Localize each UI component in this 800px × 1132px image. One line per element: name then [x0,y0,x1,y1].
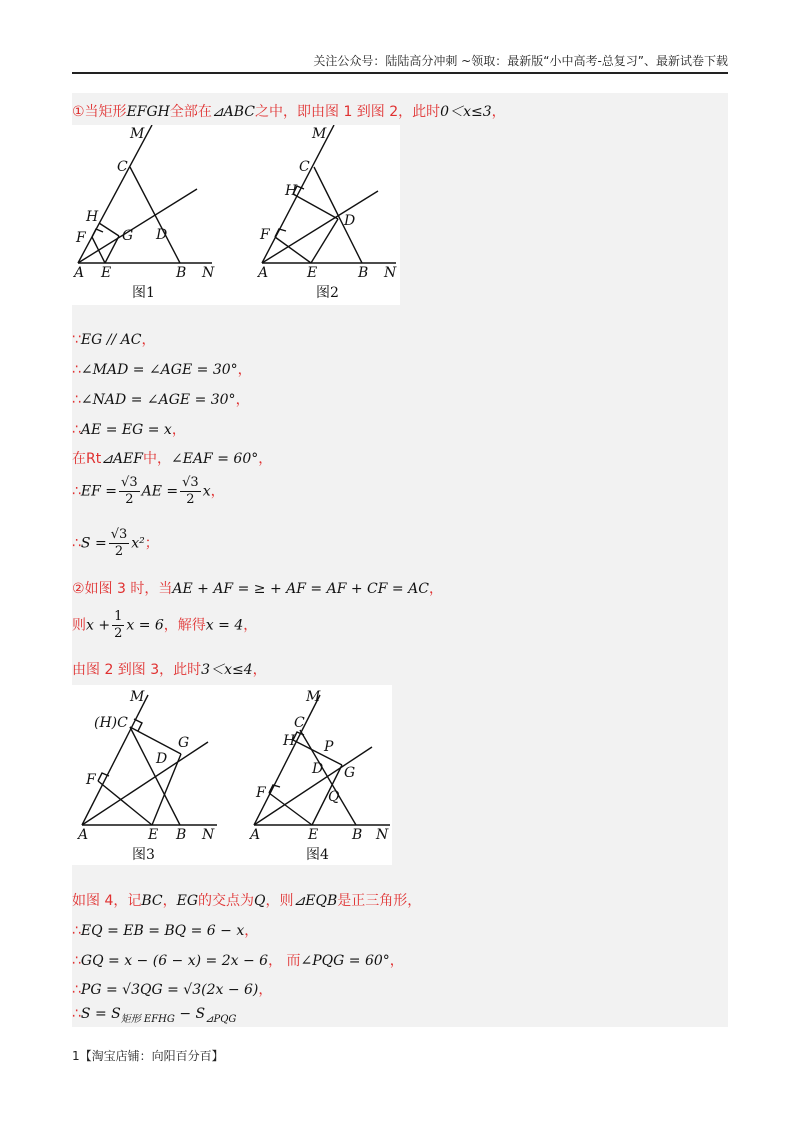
label-D: D [344,213,356,229]
label-A: A [78,827,89,843]
label-N: N [202,265,215,281]
label-Q: Q [328,789,340,805]
label-HC: (H)C [94,715,128,731]
line-2 [72,329,155,349]
text: ①当矩形 [72,104,127,120]
text: ∴ [72,362,81,378]
text: ∴ [72,535,81,552]
math: ∠EAF = 60° [171,451,259,467]
line-15 [72,979,272,999]
text: 的交点为 [198,893,255,909]
math: x = 6 [126,617,164,634]
math: ∠MAD = ∠AGE = 30° [80,362,238,378]
text: ∴ [72,1006,81,1022]
text: ， [235,392,250,408]
page-footer [72,1047,224,1064]
line-1 [72,101,506,121]
label-D: D [156,227,168,243]
label-D: D [156,751,168,767]
text: ，则 [265,893,294,909]
label-F: F [256,785,266,801]
line-9 [72,578,443,598]
label-M: M [130,689,145,705]
fraction: $\frac{√3}{2}$ [121,475,138,507]
solution-content [72,93,728,1027]
text: ∴ [72,392,81,408]
math: x² [131,535,145,552]
label-E: E [307,265,318,281]
text: ∵ [72,332,81,348]
math: PG = √3QG = √3(2x − 6) [80,982,259,998]
text: 之中，即由图 1 到图 2，此时 [255,104,441,120]
figure-3-4 [72,685,392,865]
math: EG [176,893,199,909]
line-16 [72,1006,236,1025]
label-A: A [258,265,269,281]
text: ∴ [72,923,81,939]
caption-fig3: 图3 [132,847,155,863]
math: Q [254,893,266,909]
text: ， [244,923,259,939]
line-12 [72,890,421,910]
caption-fig4: 图4 [306,847,329,863]
line-6 [72,448,272,468]
label-F: F [260,227,270,243]
text: ， [389,953,404,969]
math: EQ = EB = BQ = 6 − x [80,923,245,939]
label-N: N [376,827,389,843]
math: x + [86,617,111,634]
text: ， [491,104,506,120]
page-header [72,52,728,74]
line-7 [72,475,225,508]
text: ∴ [72,483,81,500]
text: ， [258,982,273,998]
label-H: H [285,183,298,199]
label-H: H [86,209,99,225]
math: S = S [80,1006,121,1022]
text: 全部在 [169,104,212,120]
label-D: D [312,761,324,777]
text: ， [237,362,252,378]
text: ∴ [72,422,81,438]
math: AE + AF = ≥ + AF = AF + CF = AC [172,581,429,597]
math: AE = [141,483,179,500]
math: AE = EG = x [80,422,172,438]
math: BC [141,893,163,909]
label-P: P [324,739,334,755]
line-3 [72,359,252,379]
figure-1-2 [72,125,400,305]
text: ， [252,662,267,678]
label-B: B [352,827,363,843]
math: 3＜x≤4 [201,662,253,678]
fraction: $\frac{√3}{2}$ [110,527,128,559]
text: ， [258,451,273,467]
text: ， [162,893,177,909]
text: 由图 2 到图 3，此时 [72,662,202,678]
label-B: B [358,265,369,281]
label-C: C [117,159,128,175]
label-G: G [122,228,134,244]
line-4 [72,389,250,409]
label-C: C [299,159,310,175]
label-C: C [294,715,305,731]
math: x = 4 [205,617,244,634]
label-F: F [86,772,96,788]
math: x [202,483,211,500]
math: EFGH [126,104,170,120]
text: ， [428,581,443,597]
label-E: E [308,827,319,843]
math: EG // AC [80,332,142,348]
math: S = [80,535,107,552]
text: ∴ [72,982,81,998]
label-M: M [312,126,327,142]
text: ，解得 [163,617,206,634]
label-B: B [176,827,187,843]
math: ∠NAD = ∠AGE = 30° [80,392,236,408]
label-E: E [101,265,112,281]
text: 在Rt [72,451,102,467]
caption-fig2: 图2 [316,285,339,301]
label-M: M [306,689,321,705]
math-subscript: 矩形 EFHG [120,1013,175,1025]
text: 是正三角形， [337,893,422,909]
text: ， [210,483,225,500]
text: ∴ [72,953,81,969]
text: ②如图 3 时，当 [72,581,173,597]
text: 中， [143,451,171,467]
math: 0＜x≤3 [440,104,492,120]
label-N: N [384,265,397,281]
label-H: H [283,733,296,749]
header-text: 关注公众号：陆陆高分冲刺 ~领取：最新版“小中高考-总复习”、最新试卷下载 [313,54,728,68]
line-13 [72,920,258,940]
math-subscript: ⊿PQG [205,1013,237,1025]
text: 则 [72,617,86,634]
label-F: F [76,230,86,246]
label-G: G [178,735,190,751]
label-N: N [202,827,215,843]
math: EF = [80,483,118,500]
text: 如图 4，记 [72,893,142,909]
math: ⊿ABC [211,104,255,120]
label-M: M [130,126,145,142]
math: − S [174,1006,206,1022]
line-8 [72,527,159,560]
text: ， [171,422,186,438]
text: ， [141,332,156,348]
math: ⊿AEF [101,451,143,467]
math: ∠PQG = 60° [300,953,390,969]
math: ⊿EQB [293,893,338,909]
label-G: G [344,765,356,781]
text: ； [144,535,159,552]
fraction: $\frac{√3}{2}$ [182,475,199,507]
line-10 [72,609,257,642]
line-11 [72,659,267,679]
caption-fig1: 图1 [132,285,155,301]
math: GQ = x − (6 − x) = 2x − 6 [80,953,269,969]
text: ， 而 [268,953,301,969]
text: ， [243,617,258,634]
label-B: B [176,265,187,281]
fraction: $\frac{1}{2}$ [114,609,123,641]
label-E: E [148,827,159,843]
footer-text: 1【淘宝店铺：向阳百分百】 [72,1049,224,1063]
line-14 [72,950,404,970]
label-A: A [74,265,85,281]
line-5 [72,419,186,439]
label-A: A [250,827,261,843]
